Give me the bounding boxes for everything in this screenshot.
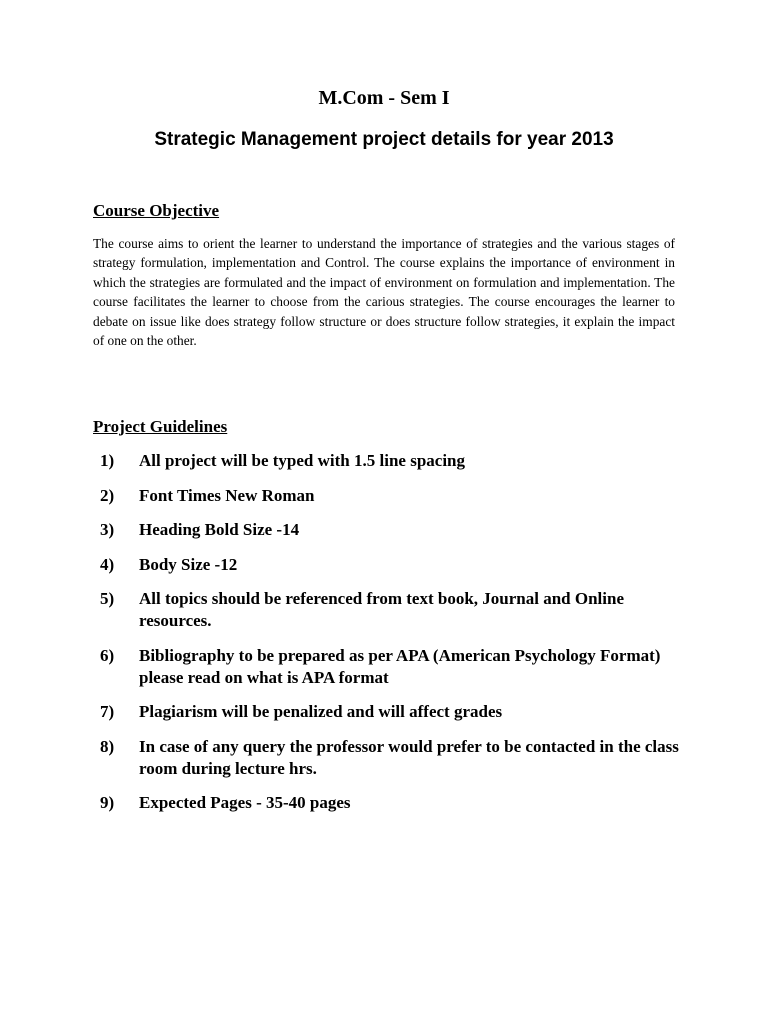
- guideline-number: 5): [100, 589, 115, 608]
- guideline-item: [100, 485, 700, 507]
- project-guidelines-list: [100, 450, 700, 827]
- guideline-number: 9): [100, 793, 115, 812]
- guideline-item: [100, 645, 700, 689]
- guideline-number: 2): [100, 485, 115, 505]
- guideline-number: 4): [100, 554, 115, 574]
- guideline-item: [100, 519, 700, 541]
- guideline-text: All project will be typed with 1.5 line spacing: [139, 451, 465, 470]
- guideline-text: Heading Bold Size -14: [139, 520, 300, 539]
- course-objective-heading: Course Objective: [93, 201, 220, 220]
- guideline-number: 6): [100, 645, 115, 665]
- guideline-number: 1): [100, 451, 115, 470]
- document-subtitle: Strategic Management project details for year 2013: [154, 129, 614, 150]
- guideline-item: [100, 701, 700, 723]
- guideline-number: 3): [100, 520, 115, 539]
- project-guidelines-heading: Project Guidelines: [93, 417, 228, 436]
- guideline-item: [100, 792, 700, 814]
- guideline-text: Font Times New Roman: [139, 485, 315, 505]
- guideline-text: Body Size -12: [139, 554, 238, 574]
- guideline-item: [100, 736, 700, 780]
- guideline-text: All topics should be referenced from text book, Journal and Online resources.: [139, 589, 624, 630]
- guideline-text: Expected Pages - 35-40 pages: [139, 793, 351, 812]
- guideline-text: In case of any query the professor would prefer to be contacted in the class room during lecture hrs.: [139, 736, 679, 778]
- document-title: M.Com - Sem I: [318, 87, 450, 109]
- guideline-text: Plagiarism will be penalized and will affect grades: [139, 702, 503, 721]
- guideline-item: [100, 554, 700, 576]
- guideline-text: Bibliography to be prepared as per APA (American Psychology Format) please read on what is APA format: [139, 645, 661, 687]
- guideline-number: 7): [100, 702, 115, 721]
- guideline-number: 8): [100, 736, 115, 756]
- course-objective-text: The course aims to orient the learner to understand the importance of strategies and the various stages of strategy formulation, implementation and Control. The course explains the importance of environment in which the strategies are formulated and the impact of environment on formulation and implementation. The course facilitates the learner to choose from the carious strategies. The course encourages the learner to debate on issue like does strategy follow structure or does structure follow strategies, it explain the impact of one on the other.: [93, 236, 675, 349]
- guideline-item: [100, 450, 700, 472]
- guideline-item: [100, 588, 700, 632]
